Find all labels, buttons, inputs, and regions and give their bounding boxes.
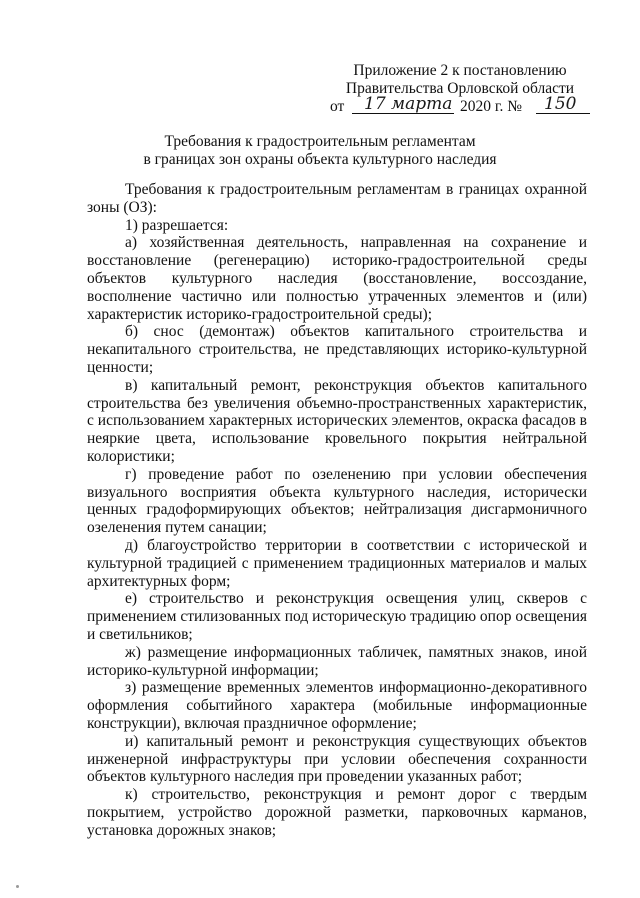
appendix-header bbox=[330, 62, 590, 116]
paragraph-item-d: д) благоустройство территории в соответствии с исторической и культурной традицией с применением традиционных материалов и малых архитектурных форм; bbox=[87, 536, 587, 590]
paragraph-item-g: г) проведение работ по озеленению при условии обеспечения визуального восприятия объекта культурного наследия, исторически ценных градоформирующих объектов; нейтрализация дисгармоничного озеленения путем санации; bbox=[87, 465, 587, 537]
document-title bbox=[100, 133, 540, 169]
paragraph-item-zh: ж) размещение информационных табличек, памятных знаков, иной историко-культурной информации; bbox=[87, 643, 587, 679]
scan-speck bbox=[16, 885, 19, 888]
year-number-label: 2020 г. № bbox=[460, 98, 523, 115]
paragraph-item-k: к) строительство, реконструкция и ремонт дорог с твердым покрытием, устройство дорожной разметки, парковочных карманов, установка дорожных знаков; bbox=[87, 786, 587, 839]
paragraph-item-a: а) хозяйственная деятельность, направленная на сохранение и восстановление (регенерацию) историко-градостроительной среды объектов культурного наследия (восстановление, воссоздание, восполнение частично или полностью утраченных элементов и (или) характеристик историко-градостроительной среды); bbox=[87, 234, 587, 323]
paragraph-item-e: е) строительство и реконструкция освещения улиц, скверов с применением стилизованных под историческую традицию опор освещения и светильников; bbox=[87, 590, 587, 643]
paragraph-intro: Требования к градостроительным регламентам в границах охранной зоны (ОЗ): bbox=[87, 181, 587, 216]
paragraph-item-i: и) капитальный ремонт и реконструкция существующих объектов инженерной инфраструктуры при условии обеспечения сохранности объектов культурного наследия при проведении указанных работ; bbox=[87, 732, 587, 786]
appendix-date-line bbox=[330, 94, 590, 116]
paragraph-item-z: з) размещение временных элементов информационно-декоративного оформления событийного характера (мобильные информационные конструкции), включая праздничное оформление; bbox=[87, 679, 587, 732]
paragraph-item-b: б) снос (демонтаж) объектов капитального строительства и некапитального строительства, не представляющих историко-культурной ценности; bbox=[87, 323, 587, 376]
appendix-line-1: Приложение 2 к постановлению bbox=[353, 62, 567, 79]
paragraph-item-v: в) капитальный ремонт, реконструкция объектов капитального строительства без увеличения объемно-пространственных характеристик, с использованием характерных исторических элементов, окраска фасадов в неяркие цвета, использование кровельного покрытия нейтральной колористики; bbox=[87, 376, 587, 465]
title-line-1: Требования к градостроительным регламентам bbox=[164, 133, 476, 150]
title-line-2: в границах зон охраны объекта культурного наследия bbox=[143, 151, 497, 168]
appendix-line-2: Правительства Орловской области bbox=[345, 80, 575, 97]
document-body bbox=[87, 181, 587, 839]
paragraph-allowed: 1) разрешается: bbox=[125, 216, 229, 234]
handwritten-number: 150 bbox=[544, 94, 577, 114]
from-label: от bbox=[330, 98, 345, 115]
handwritten-date: 17 марта bbox=[364, 94, 453, 114]
